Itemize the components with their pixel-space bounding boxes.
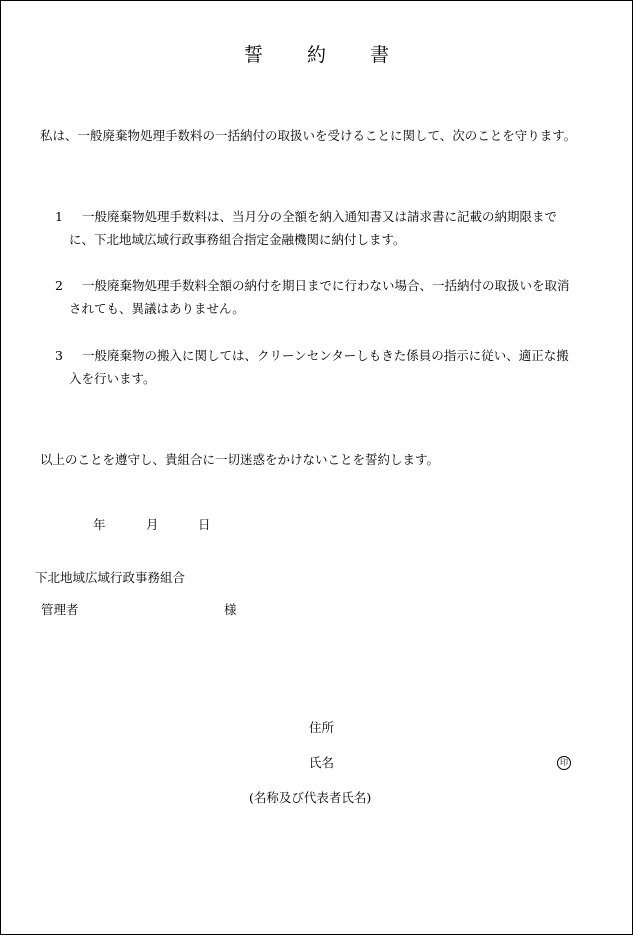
item-text-line2: 入を行います。 <box>69 371 156 386</box>
date-year-label: 年 <box>93 517 106 532</box>
name-label: 氏名 <box>309 755 335 770</box>
intro-text: 私は、一般廃棄物処理手数料の一括納付の取扱いを受けることに関して、次のことを守ります。 <box>40 128 577 143</box>
item-text-line2: されても、異議はありません。 <box>69 301 245 316</box>
name-note: (名称及び代表者氏名) <box>249 790 372 805</box>
date-day-label: 日 <box>198 517 211 532</box>
recipient-title: 管理者 <box>41 602 79 617</box>
recipient-organization: 下北地域広域行政事務組合 <box>35 570 186 585</box>
title-char-3: 書 <box>370 44 390 66</box>
item-number: 1 <box>55 209 63 224</box>
title-char-1: 誓 <box>243 44 263 66</box>
item-number: 2 <box>55 278 63 293</box>
item-text-line1: 一般廃棄物処理手数料全額の納付を期日までに行わない場合、一括納付の取扱いを取消 <box>82 278 570 293</box>
date-month-label: 月 <box>146 517 159 532</box>
address-label: 住所 <box>309 720 335 735</box>
item-text-line1: 一般廃棄物処理手数料は、当月分の全額を納入通知書又は請求書に記載の納期限まで <box>82 209 558 224</box>
document-title <box>1 43 632 67</box>
item-text-line1: 一般廃棄物の搬入に関しては、クリーンセンターしもきた係員の指示に従い、適正な搬 <box>82 348 569 363</box>
seal-mark: 印 <box>557 756 571 770</box>
title-char-2: 約 <box>306 44 326 66</box>
item-text-line2: に、下北地域広域行政事務組合指定金融機関に納付します。 <box>69 232 406 247</box>
recipient-honorific: 様 <box>224 602 237 617</box>
item-number: 3 <box>55 348 63 363</box>
closing-text: 以上のことを遵守し、貴組合に一切迷惑をかけないことを誓約します。 <box>40 452 440 467</box>
